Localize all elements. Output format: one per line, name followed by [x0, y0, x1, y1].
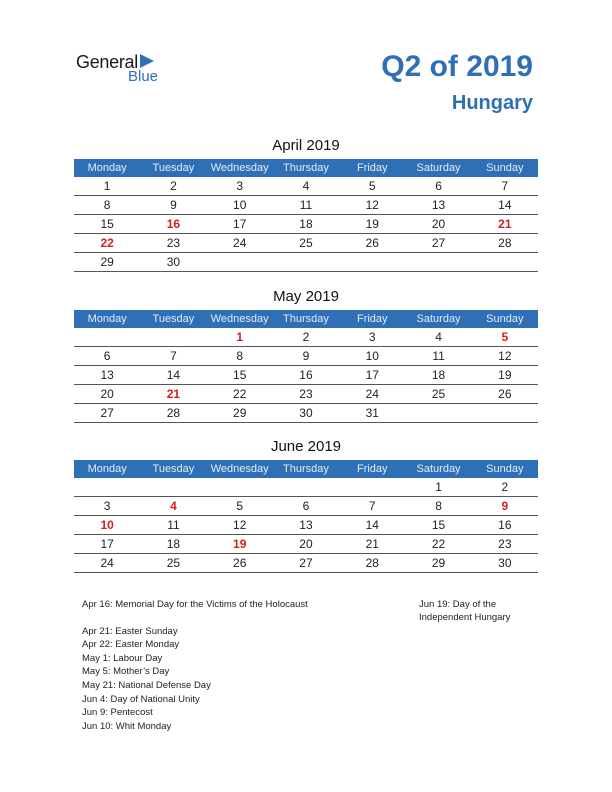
day-cell — [74, 328, 140, 346]
day-cell: 17 — [100, 537, 114, 551]
day-cell: 16 — [498, 518, 512, 532]
weekday-label: Saturday — [416, 162, 461, 174]
day-cell: 14 — [166, 368, 181, 382]
day-cell: 31 — [365, 406, 379, 420]
day-cell: 27 — [100, 406, 114, 420]
month-title: June 2019 — [270, 438, 342, 455]
weekday-label: Thursday — [283, 463, 329, 475]
week-row — [74, 404, 538, 423]
day-cell: 23 — [299, 387, 313, 401]
day-cell — [339, 253, 405, 271]
weekday-label: Tuesday — [152, 313, 195, 325]
week-row — [74, 347, 538, 366]
month-april — [74, 136, 538, 272]
day-cell — [472, 253, 538, 271]
day-cell — [339, 478, 405, 496]
day-cell: 5 — [236, 499, 244, 513]
week-row — [74, 253, 538, 272]
holiday-day-cell: 1 — [236, 330, 244, 344]
day-cell: 15 — [233, 368, 247, 382]
day-cell: 23 — [166, 236, 181, 250]
weekday-label: Thursday — [283, 313, 329, 325]
holiday-day-cell: 21 — [166, 387, 181, 401]
day-cell — [140, 328, 206, 346]
day-cell: 13 — [431, 198, 446, 212]
day-cell: 2 — [302, 330, 310, 344]
holiday-note: Jun 10: Whit Monday — [82, 720, 172, 732]
weekday-header-row — [74, 310, 538, 328]
holiday-note: Apr 16: Memorial Day for the Victims of the Holocaust — [82, 599, 308, 610]
day-cell: 14 — [498, 198, 512, 212]
holiday-day-cell: 5 — [501, 330, 509, 344]
day-cell: 9 — [170, 198, 177, 212]
day-cell — [140, 478, 206, 496]
day-cell: 10 — [365, 349, 379, 363]
weekday-label: Wednesday — [210, 162, 269, 174]
day-cell: 22 — [431, 537, 446, 551]
weekday-header-row — [74, 460, 538, 478]
day-cell: 25 — [299, 236, 313, 250]
day-cell: 18 — [431, 368, 446, 382]
holiday-notes-left — [82, 598, 308, 733]
week-row — [74, 554, 538, 573]
day-cell: 8 — [435, 499, 442, 513]
day-cell: 24 — [233, 236, 247, 250]
day-cell: 18 — [299, 217, 313, 231]
country-name: Hungary — [451, 92, 533, 114]
holiday-day-cell: 22 — [100, 236, 114, 250]
holiday-note: May 21: National Defense Day — [82, 679, 211, 691]
day-cell: 28 — [498, 236, 512, 250]
weekday-header-row — [74, 159, 538, 177]
day-cell: 4 — [435, 330, 442, 344]
day-cell: 2 — [170, 179, 177, 193]
day-cell: 1 — [435, 480, 442, 494]
day-cell: 29 — [233, 406, 247, 420]
holiday-note: May 1: Labour Day — [82, 652, 163, 664]
day-cell: 7 — [368, 499, 376, 513]
day-cell: 26 — [498, 387, 512, 401]
month-title: April 2019 — [272, 137, 340, 154]
day-cell: 22 — [233, 387, 247, 401]
weekday-label: Saturday — [416, 463, 461, 475]
day-cell: 8 — [103, 198, 111, 212]
weekday-label: Friday — [356, 463, 388, 475]
week-row — [74, 177, 538, 196]
day-cell: 11 — [432, 349, 445, 363]
day-cell: 12 — [233, 518, 247, 532]
holiday-day-cell: 21 — [498, 217, 512, 231]
weekday-label: Monday — [87, 313, 127, 325]
holiday-note: Jun 4: Day of National Unity — [82, 693, 200, 705]
month-may — [74, 287, 538, 423]
holiday-day-cell: 19 — [233, 537, 247, 551]
weekday-label: Thursday — [283, 162, 329, 174]
holiday-note: Apr 22: Easter Monday — [82, 639, 180, 651]
weekday-label: Tuesday — [152, 162, 195, 174]
day-cell: 14 — [365, 518, 379, 532]
weekday-label: Sunday — [486, 162, 524, 174]
day-cell: 19 — [498, 368, 512, 382]
month-title: May 2019 — [273, 288, 339, 305]
week-row — [74, 366, 538, 385]
day-cell: 11 — [299, 198, 313, 212]
calendar-grid — [74, 460, 538, 573]
day-cell: 20 — [431, 217, 446, 231]
holiday-note: Apr 21: Easter Sunday — [82, 625, 178, 637]
day-cell: 28 — [365, 556, 379, 570]
day-cell — [207, 478, 273, 496]
weekday-label: Tuesday — [152, 463, 195, 475]
day-cell: 3 — [368, 330, 376, 344]
week-row — [74, 385, 538, 404]
day-cell: 24 — [365, 387, 379, 401]
day-cell: 18 — [166, 537, 181, 551]
holiday-notes-right — [419, 598, 549, 624]
holiday-day-cell: 16 — [166, 217, 181, 231]
day-cell: 7 — [170, 349, 177, 363]
day-cell: 20 — [100, 387, 114, 401]
weekday-label: Wednesday — [210, 313, 269, 325]
calendar-grid — [74, 310, 538, 423]
day-cell: 30 — [498, 556, 512, 570]
day-cell: 10 — [233, 198, 247, 212]
day-cell: 15 — [431, 518, 446, 532]
week-row — [74, 234, 538, 253]
day-cell: 29 — [431, 556, 446, 570]
day-cell: 6 — [103, 349, 111, 363]
day-cell: 24 — [100, 556, 114, 570]
weekday-label: Wednesday — [210, 463, 269, 475]
weekday-label: Friday — [356, 313, 388, 325]
calendar-grid — [74, 159, 538, 272]
flag-icon — [140, 54, 154, 68]
day-cell — [405, 253, 471, 271]
day-cell: 16 — [299, 368, 313, 382]
day-cell: 26 — [365, 236, 379, 250]
day-cell: 6 — [302, 499, 310, 513]
day-cell: 13 — [100, 368, 114, 382]
day-cell — [273, 253, 339, 271]
holiday-day-cell: 10 — [100, 518, 114, 532]
logo-text-general: General — [76, 52, 138, 72]
day-cell: 12 — [498, 349, 512, 363]
weekday-label: Saturday — [416, 313, 461, 325]
holiday-note: Jun 9: Pentecost — [82, 707, 153, 719]
day-cell: 15 — [100, 217, 114, 231]
day-cell: 13 — [299, 518, 313, 532]
week-row — [74, 535, 538, 554]
holiday-note: May 5: Mother’s Day — [82, 666, 170, 678]
logo-text-blue: Blue — [128, 68, 159, 85]
day-cell — [405, 404, 471, 422]
week-row — [74, 497, 538, 516]
day-cell: 25 — [166, 556, 181, 570]
day-cell: 25 — [431, 387, 446, 401]
day-cell: 12 — [365, 198, 379, 212]
day-cell: 29 — [100, 255, 114, 269]
day-cell: 17 — [233, 217, 247, 231]
day-cell: 30 — [299, 406, 313, 420]
week-row — [74, 215, 538, 234]
day-cell — [472, 404, 538, 422]
month-june — [74, 437, 538, 573]
week-row — [74, 478, 538, 497]
day-cell: 27 — [431, 236, 446, 250]
day-cell: 23 — [498, 537, 512, 551]
day-cell — [273, 478, 339, 496]
day-cell: 28 — [166, 406, 181, 420]
week-row — [74, 516, 538, 535]
day-cell: 6 — [435, 179, 442, 193]
week-row — [74, 196, 538, 215]
day-cell: 3 — [103, 499, 111, 513]
weekday-label: Monday — [87, 463, 127, 475]
day-cell: 27 — [299, 556, 313, 570]
weekday-label: Friday — [356, 162, 388, 174]
day-cell — [74, 478, 140, 496]
holiday-day-cell: 4 — [170, 499, 177, 513]
day-cell: 11 — [167, 518, 180, 532]
day-cell: 20 — [299, 537, 313, 551]
day-cell: 26 — [233, 556, 247, 570]
weekday-label: Sunday — [486, 313, 524, 325]
weekday-label: Monday — [87, 162, 127, 174]
brand-logo — [76, 52, 159, 85]
day-cell: 1 — [103, 179, 111, 193]
day-cell: 4 — [302, 179, 310, 193]
page-title: Q2 of 2019 — [381, 50, 533, 83]
day-cell: 17 — [365, 368, 379, 382]
weekday-label: Sunday — [486, 463, 524, 475]
week-row — [74, 328, 538, 347]
day-cell — [207, 253, 273, 271]
day-cell: 5 — [368, 179, 376, 193]
day-cell: 21 — [365, 537, 379, 551]
day-cell: 2 — [501, 480, 509, 494]
holiday-note: Jun 19: Day of the Independent Hungary — [419, 599, 511, 623]
day-cell: 9 — [302, 349, 310, 363]
day-cell: 19 — [365, 217, 379, 231]
day-cell: 8 — [236, 349, 244, 363]
day-cell: 3 — [236, 179, 244, 193]
day-cell: 7 — [501, 179, 509, 193]
holiday-day-cell: 9 — [501, 499, 509, 513]
day-cell: 30 — [166, 255, 181, 269]
